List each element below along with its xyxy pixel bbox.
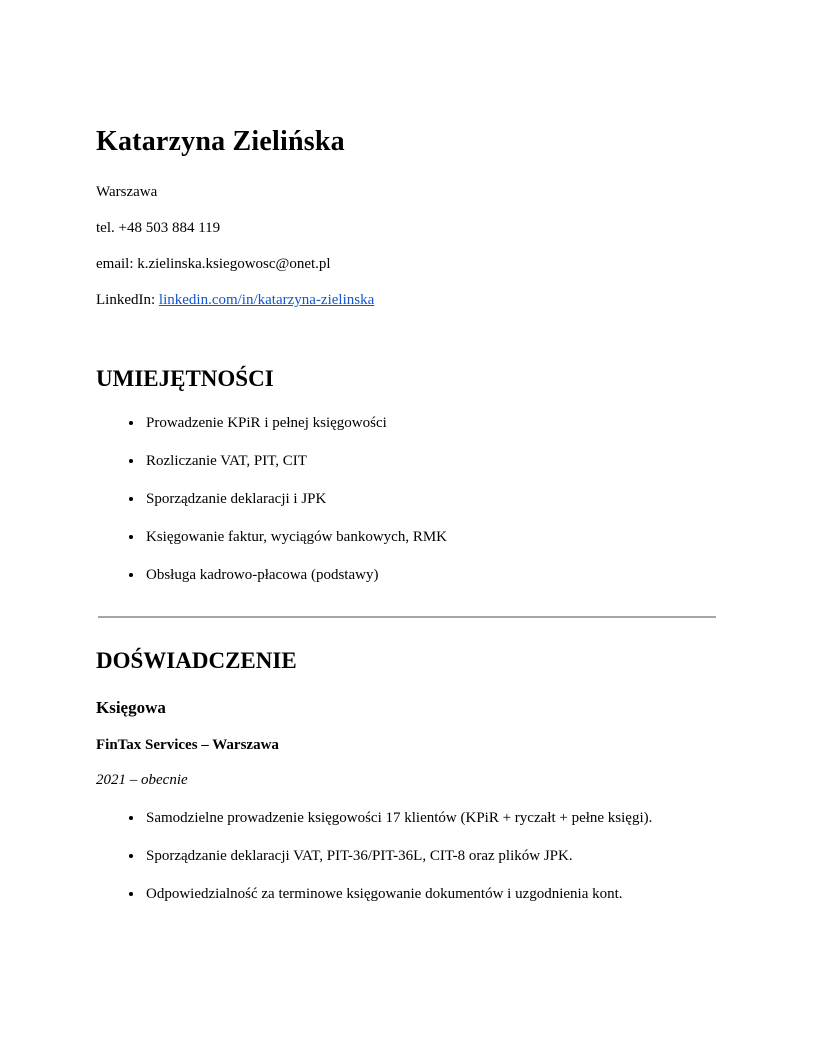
job-title: Księgowa — [96, 698, 166, 717]
contact-phone: tel. +48 503 884 119 — [96, 220, 221, 236]
section-divider — [98, 616, 716, 618]
contact-linkedin-line — [96, 291, 720, 309]
contact-city: Warszawa — [96, 184, 158, 200]
contact-block — [96, 183, 720, 309]
experience-heading: DOŚWIADCZENIE — [96, 648, 297, 673]
experience-item: • Sporządzanie deklaracji VAT, PIT-36/PIT-36L, CIT-8 oraz plików JPK. — [144, 847, 720, 865]
linkedin-link[interactable]: linkedin.com/in/katarzyna-zielinska — [158, 292, 375, 308]
skills-section — [96, 365, 720, 584]
experience-list — [96, 809, 720, 903]
company-name: FinTax Services – Warszawa — [96, 737, 279, 753]
experience-section — [96, 647, 720, 903]
skill-item: • Księgowanie faktur, wyciągów bankowych, RMK — [144, 528, 720, 546]
skill-item: • Obsługa kadrowo-płacowa (podstawy) — [144, 566, 720, 584]
skill-item: • Prowadzenie KPiR i pełnej księgowości — [144, 414, 720, 432]
skill-item: • Rozliczanie VAT, PIT, CIT — [144, 452, 720, 470]
experience-item: • Odpowiedzialność za terminowe księgowanie dokumentów i uzgodnienia kont. — [144, 885, 720, 903]
page-title: Katarzyna Zielińska — [96, 126, 345, 157]
contact-email: email: k.zielinska.ksiegowosc@onet.pl — [96, 256, 331, 272]
linkedin-label: LinkedIn: — [96, 292, 159, 308]
employment-period: 2021 – obecnie — [96, 772, 188, 788]
skill-item: • Sporządzanie deklaracji i JPK — [144, 490, 720, 508]
skills-list — [96, 414, 720, 584]
skills-heading: UMIEJĘTNOŚCI — [96, 366, 274, 391]
experience-item: • Samodzielne prowadzenie księgowości 17 klientów (KPiR + ryczałt + pełne księgi). — [144, 809, 720, 827]
